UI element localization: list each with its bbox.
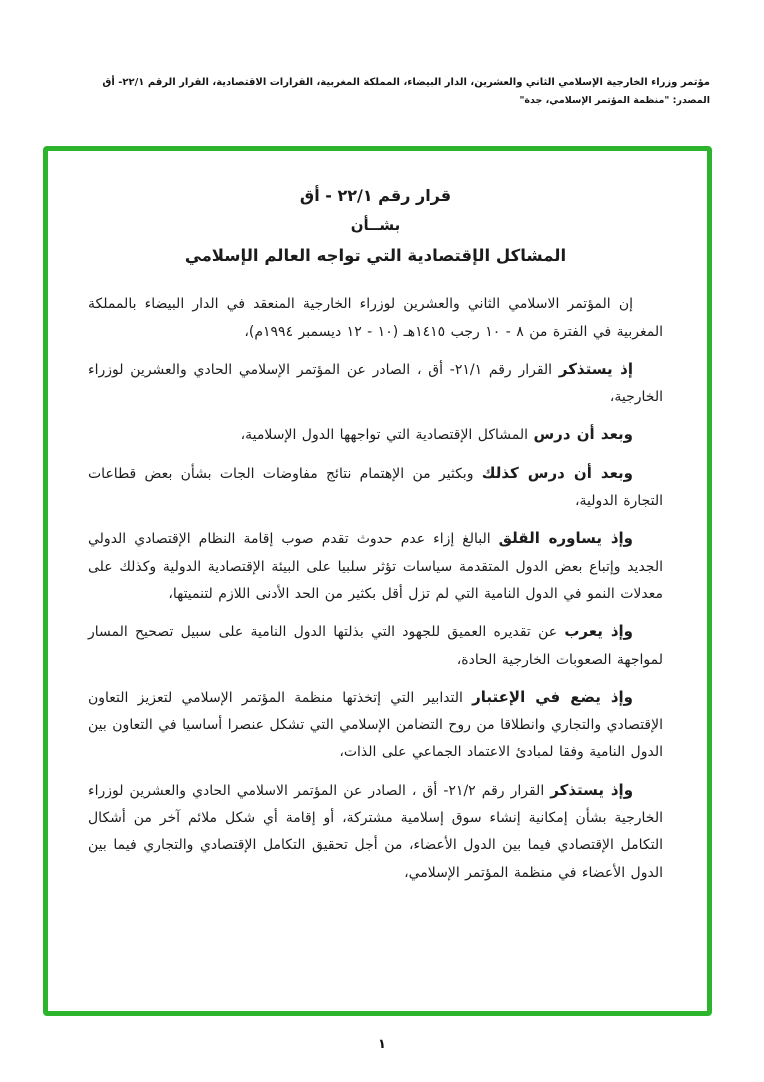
subject-title: المشاكل الإقتصادية التي تواجه العالم الإسلامي bbox=[184, 245, 567, 265]
paragraph bbox=[88, 617, 663, 674]
paragraph-text: عن تقديره العميق للجهود التي بذلتها الدول النامية على سبيل تصحيح المسار لمواجهة الصعوبات الخارجية الحادة، bbox=[88, 624, 663, 668]
paragraph-text: البالغ إزاء عدم حدوث تقدم صوب إقامة النظام الإقتصادي الدولي الجديد وإتباع بعض الدول المتقدمة سياسات تؤثر سلبيا على البيئة الإقتصادية الدولية وكذلك على معدلات النمو في الدول النامية التي لم تزل أقل بكثير من الحد الأدنى اللازم لتنميتها، bbox=[88, 531, 663, 602]
paragraph bbox=[88, 420, 663, 449]
document-body bbox=[48, 151, 707, 1011]
paragraph bbox=[88, 289, 663, 346]
paragraph bbox=[88, 776, 663, 887]
page-number: ١ bbox=[378, 1037, 386, 1052]
paragraph-text: القرار رقم ٢١/١- أق ، الصادر عن المؤتمر الإسلامي الحادي والعشرين لوزراء الخارجية، bbox=[88, 361, 663, 406]
paragraph-text: التدابير التي إتخذتها منظمة المؤتمر الإسلامي لتعزيز التعاون الإقتصادي والتجاري وانطلاقا من روح التضامن الإسلامي التي تشكل عنصرا أساسيا في التعاون بين الدول النامية وفقا لمبادئ الاعتماد الجماعي على الذات، bbox=[88, 689, 663, 761]
paragraph-text: القرار رقم ٢١/٢- أق ، الصادر عن المؤتمر الاسلامي الحادي والعشرين لوزراء الخارجية بشأن إمكانية إنشاء سوق إسلامية مشتركة، أو إقامة أي شكل ملائم آخر من أشكال التكامل الإقتصادي فيما بين الدول الأعضاء، من أجل تحقيق التكامل الإقتصادي والتجاري فيما بين الدول الأعضاء في منظمة المؤتمر الإسلامي، bbox=[88, 782, 663, 881]
paragraph-text: وبكثير من الإهتمام نتائج مفاوضات الجات بشأن بعض قطاعات التجارة الدولية، bbox=[88, 465, 663, 510]
paragraphs-container bbox=[88, 289, 663, 887]
header-source-line: المصدر: "منظمة المؤتمر الإسلامي، جدة" bbox=[519, 95, 710, 106]
paragraph-text: إن المؤتمر الاسلامي الثاني والعشرين لوزراء الخارجية المنعقد في الدار البيضاء بالمملكة المغربية في الفترة من ٨ - ١٠ رجب ١٤١٥هـ (١٠ - ١٢ ديسمبر ١٩٩٤م)، bbox=[88, 296, 663, 340]
paragraph-lead: وإذ يستذكر bbox=[550, 780, 634, 799]
paragraph-lead: وبعد أن درس bbox=[533, 425, 633, 444]
paragraph-lead: إذ يستذكر bbox=[558, 359, 633, 378]
paragraph-text: المشاكل الإقتصادية التي تواجهها الدول الإسلامية، bbox=[240, 427, 534, 444]
green-border-frame bbox=[43, 146, 712, 1016]
header-citation-line: مؤتمر وزراء الخارجية الإسلامي الثاني والعشرين، الدار البيضاء، المملكة المغربية، القرارات الاقتصادية، القرار الرقم ٢٢/١- أق bbox=[102, 77, 710, 88]
paragraph bbox=[88, 459, 663, 516]
paragraph-lead: وإذ يعرب bbox=[564, 622, 634, 641]
paragraph bbox=[88, 355, 663, 412]
resolution-number-title: قرار رقم ٢٢/١ - أق bbox=[299, 186, 452, 205]
document-source-header bbox=[54, 74, 710, 109]
title-block bbox=[88, 181, 663, 271]
paragraph bbox=[88, 524, 663, 608]
paragraph bbox=[88, 683, 663, 767]
regarding-label: بشــأن bbox=[350, 216, 401, 235]
paragraph-lead: وإذ يساوره القلق bbox=[498, 529, 633, 548]
paragraph-lead: وإذ يضع في الإعتبار bbox=[472, 687, 633, 706]
paragraph-lead: وبعد أن درس كذلك bbox=[481, 463, 633, 482]
